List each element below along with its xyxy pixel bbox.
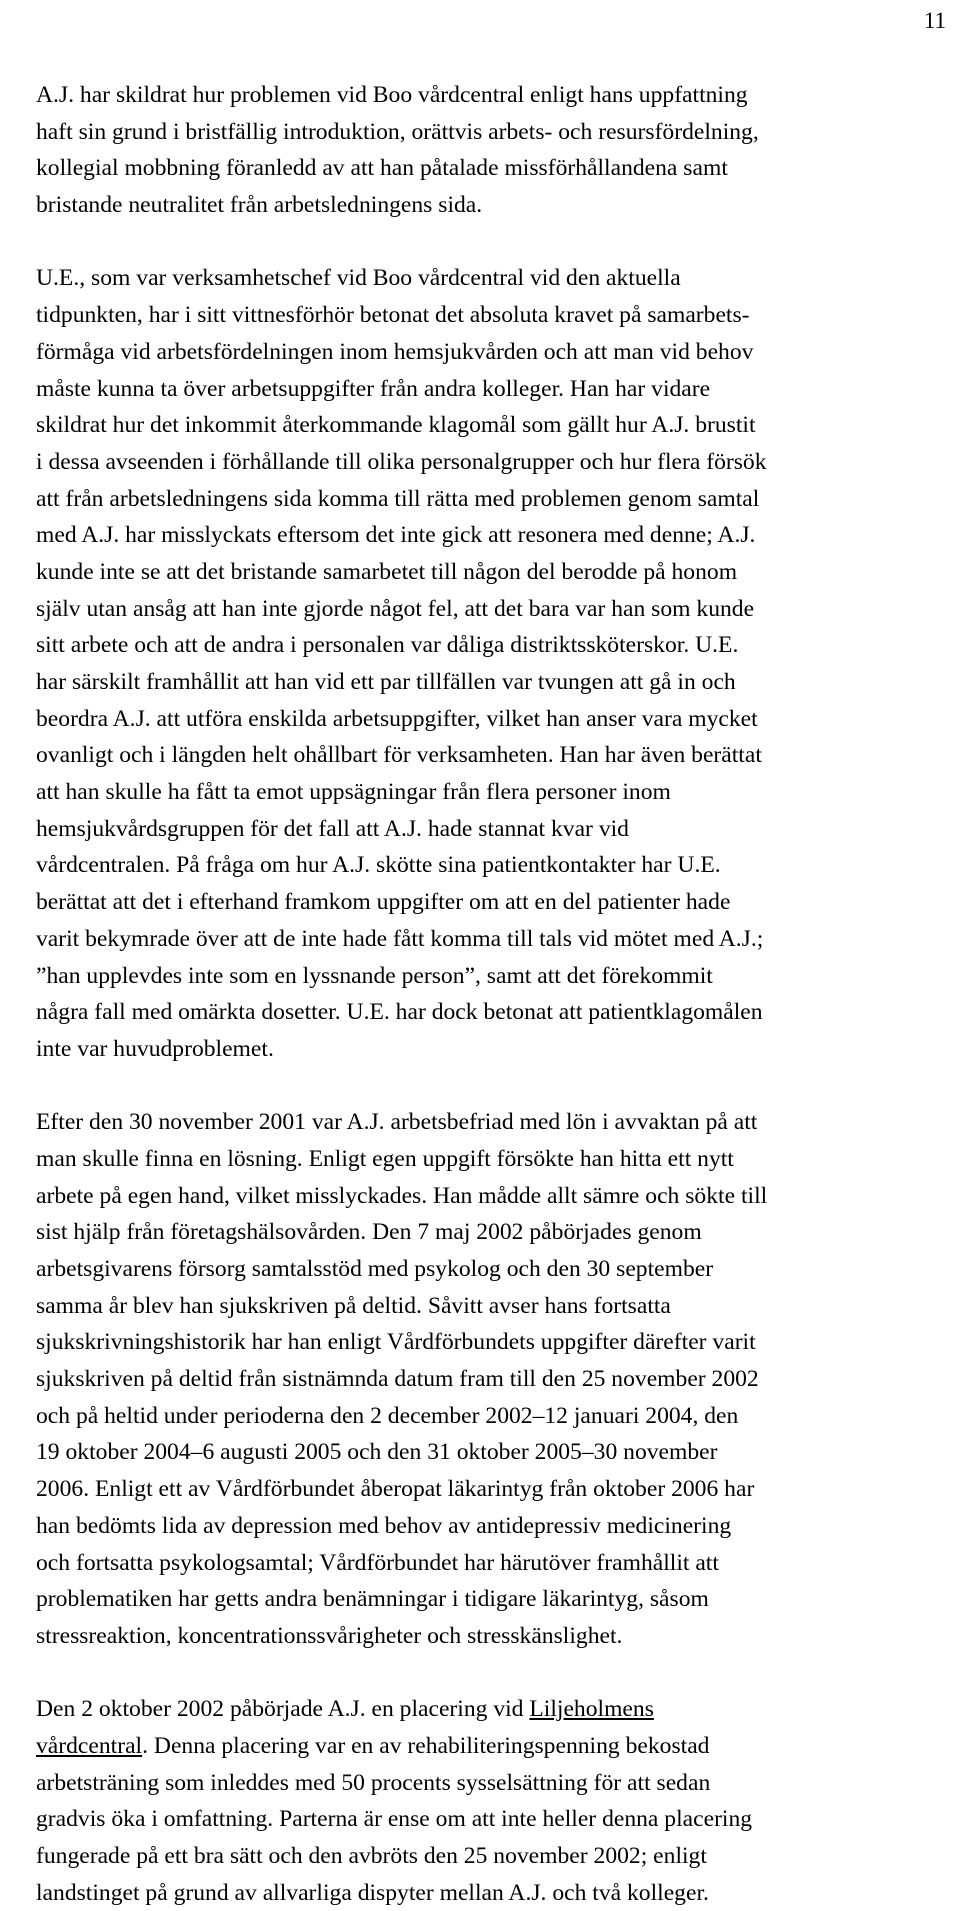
text-line: berättat att det i efterhand framkom uppgifter om att en del patienter hade — [36, 889, 731, 916]
text-line: hemsjukvårdsgruppen för det fall att A.J. hade stannat kvar vid — [36, 815, 629, 842]
text-line: varit bekymrade över att de inte hade fått komma till tals vid mötet med A.J.; — [36, 925, 764, 952]
text-line: fungerade på ett bra sätt och den avbröts den 25 november 2002; enligt — [36, 1843, 707, 1869]
text-line: och på heltid under perioderna den 2 december 2002–12 januari 2004, den — [36, 1402, 739, 1429]
underlined-place-name: vårdcentral — [36, 1732, 143, 1759]
text-line: haft sin grund i bristfällig introduktion, orättvis arbets- och resursfördelning, — [36, 118, 759, 145]
paragraph-spacer — [36, 1655, 954, 1692]
text-line: stressreaktion, koncentrationssvårigheter och stresskänslighet. — [36, 1622, 623, 1649]
text-line: sist hjälp från företagshälsovården. Den 7 maj 2002 påbörjades genom — [36, 1219, 702, 1246]
document-body — [36, 77, 954, 1911]
text-line: arbetsträning som inleddes med 50 procents sysselsättning för att sedan — [36, 1769, 711, 1796]
underlined-place-name: Liljeholmens — [529, 1696, 654, 1723]
text-line: inte var huvudproblemet. — [36, 1035, 274, 1062]
text-line: beordra A.J. att utföra enskilda arbetsuppgifter, vilket han anser vara mycket — [36, 705, 758, 732]
text-line: skildrat hur det inkommit återkommande klagomål som gällt hur A.J. brustit — [36, 412, 756, 439]
text-line: i dessa avseenden i förhållande till olika personalgrupper och hur flera försök — [36, 448, 767, 475]
text-line: han bedömts lida av depression med behov av antidepressiv medicinering — [36, 1512, 732, 1539]
text-fragment: Den 2 oktober 2002 påbörjade A.J. en placering vid — [36, 1696, 530, 1723]
text-line: och fortsatta psykologsamtal; Vårdförbundet har härutöver framhållit att — [36, 1549, 719, 1576]
text-line: sitt arbete och att de andra i personalen var dåliga distriktssköterskor. U.E. — [36, 632, 739, 659]
text-line: måste kunna ta över arbetsuppgifter från andra kolleger. Han har vidare — [36, 375, 711, 402]
text-line: några fall med omärkta dosetter. U.E. har dock betonat att patientklagomålen — [36, 999, 763, 1026]
text-line: ”han upplevdes inte som en lyssnande person”, samt att det förekommit — [36, 962, 713, 989]
text-line: tidpunkten, har i sitt vittnesförhör betonat det absoluta kravet på samarbets- — [36, 302, 750, 329]
paragraph-spacer — [36, 224, 954, 261]
text-line: kunde inte se att det bristande samarbetet till någon del berodde på honom — [36, 558, 738, 585]
text-line: sjukskriven på deltid från sistnämnda datum fram till den 25 november 2002 — [36, 1366, 759, 1393]
paragraph-spacer — [36, 1068, 954, 1105]
text-line: gradvis öka i omfattning. Parterna är ense om att inte heller denna placering — [36, 1806, 753, 1833]
text-line: problematiken har getts andra benämningar i tidigare läkarintyg, såsom — [36, 1586, 709, 1613]
text-line: ovanligt och i längden helt ohållbart för verksamheten. Han har även berättat — [36, 742, 762, 769]
text-line: kollegial mobbning föranledd av att han påtalade missförhållandena samt — [36, 155, 728, 182]
text-line: landstinget på grund av allvarliga dispyter mellan A.J. och två kolleger. — [36, 1879, 709, 1906]
text-line: sjukskrivningshistorik har han enligt Vårdförbundets uppgifter därefter varit — [36, 1329, 756, 1356]
text-line: 19 oktober 2004–6 augusti 2005 och den 31 oktober 2005–30 november — [36, 1439, 718, 1466]
text-line: U.E., som var verksamhetschef vid Boo vårdcentral vid den aktuella — [36, 265, 681, 292]
text-line: vårdcentralen. På fråga om hur A.J. skötte sina patientkontakter har U.E. — [36, 852, 721, 879]
text-line: har särskilt framhållit att han vid ett par tillfällen var tvungen att gå in och — [36, 669, 736, 695]
text-line: att han skulle ha fått ta emot uppsägningar från flera personer inom — [36, 779, 671, 806]
text-line: arbetsgivarens försorg samtalsstöd med psykolog och den 30 september — [36, 1256, 714, 1282]
text-line: att från arbetsledningens sida komma till rätta med problemen genom samtal — [36, 485, 760, 512]
paragraph-3 — [36, 1104, 954, 1654]
text-line: själv utan ansåg att han inte gjorde något fel, att det bara var han som kunde — [36, 595, 755, 622]
text-line: samma år blev han sjukskriven på deltid. Såvitt avser hans fortsatta — [36, 1292, 671, 1319]
text-line: A.J. har skildrat hur problemen vid Boo vårdcentral enligt hans uppfattning — [36, 82, 748, 108]
page-number: 11 — [923, 8, 946, 33]
text-fragment: . Denna placering var en av rehabiliteringspenning bekostad — [142, 1732, 710, 1759]
paragraph-4 — [36, 1691, 954, 1911]
text-line: Efter den 30 november 2001 var A.J. arbetsbefriad med lön i avvaktan på att — [36, 1109, 758, 1136]
text-line: förmåga vid arbetsfördelningen inom hemsjukvården och att man vid behov — [36, 338, 754, 365]
text-line: man skulle finna en lösning. Enligt egen uppgift försökte han hitta ett nytt — [36, 1145, 734, 1172]
text-line — [36, 1691, 954, 1728]
paragraph-2 — [36, 260, 954, 1067]
paragraph-1 — [36, 77, 954, 224]
text-line: 2006. Enligt ett av Vårdförbundet åberopat läkarintyg från oktober 2006 har — [36, 1476, 755, 1503]
text-line: arbete på egen hand, vilket misslyckades. Han mådde allt sämre och sökte till — [36, 1182, 768, 1209]
text-line — [36, 1728, 954, 1765]
text-line: bristande neutralitet från arbetsledningens sida. — [36, 192, 483, 219]
text-line: med A.J. har misslyckats eftersom det inte gick att resonera med denne; A.J. — [36, 522, 756, 549]
